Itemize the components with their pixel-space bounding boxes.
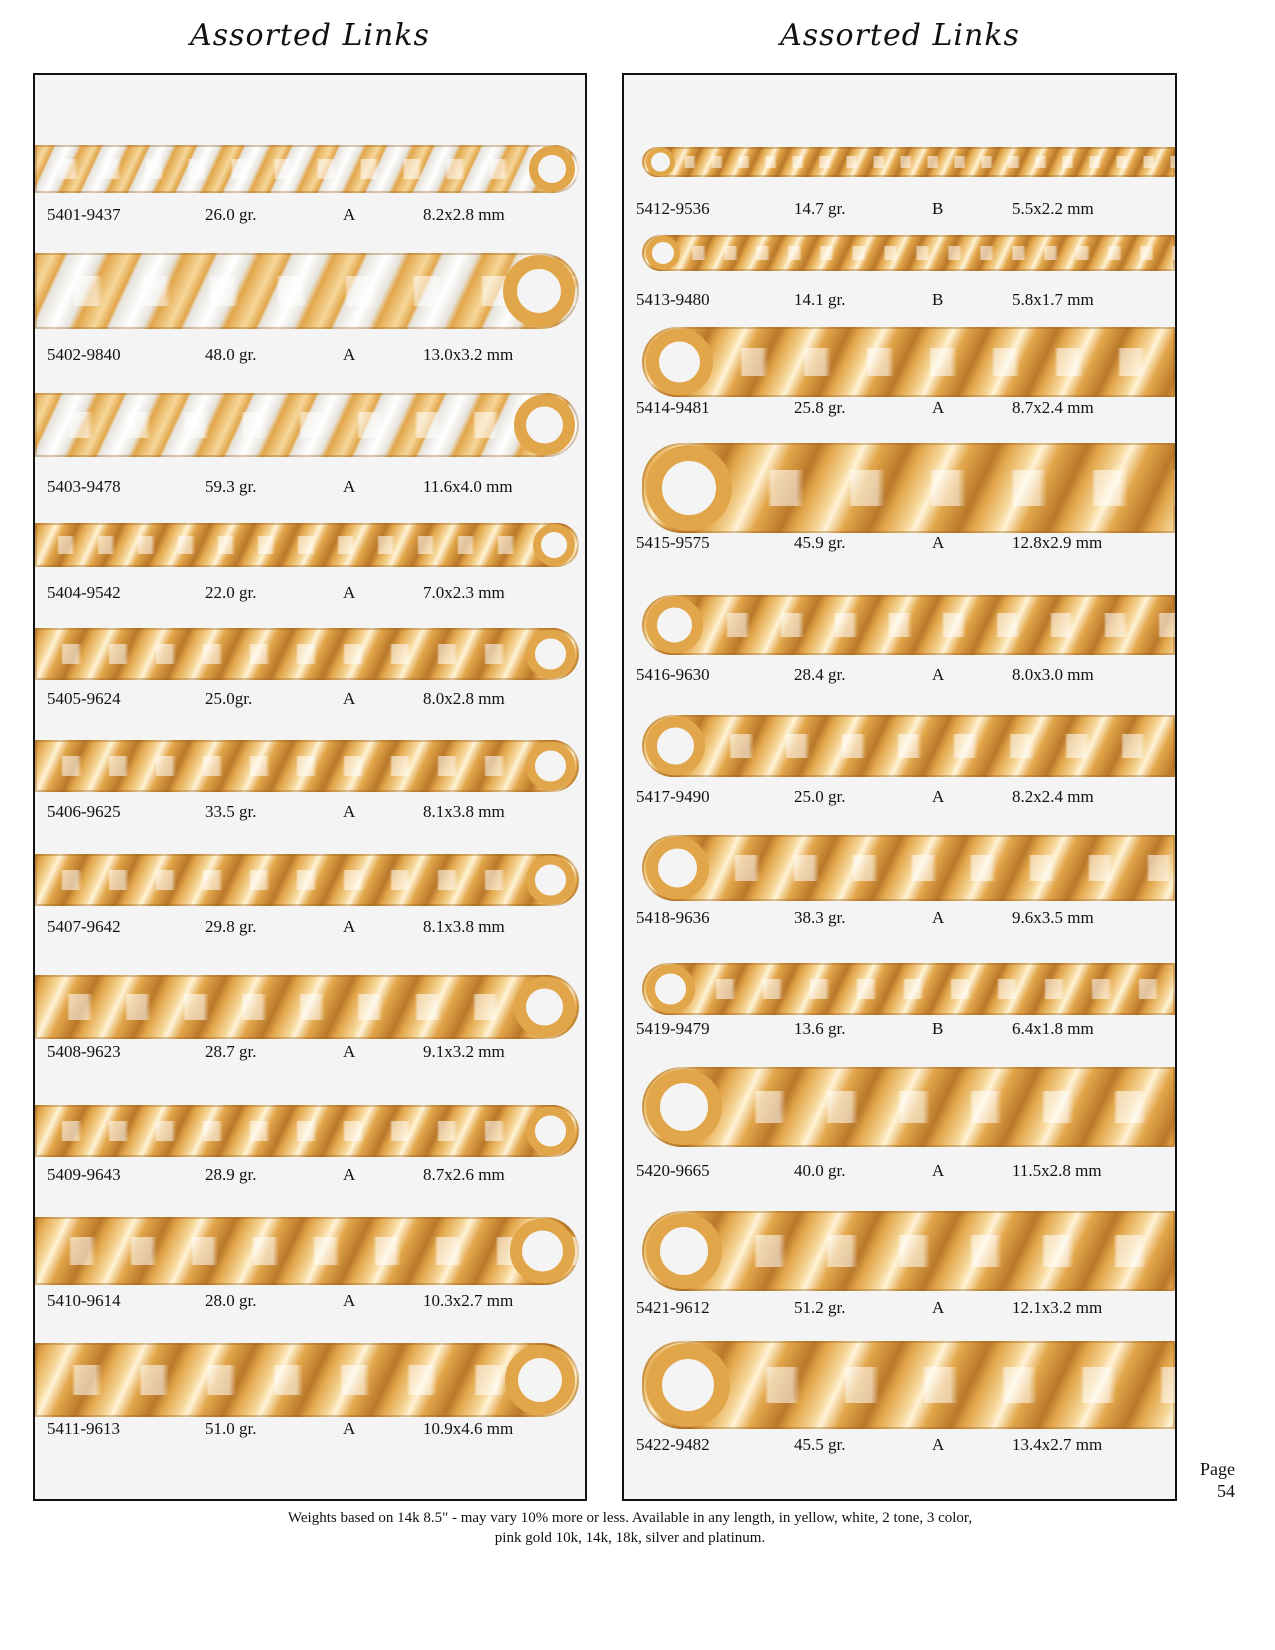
chain-links xyxy=(642,348,1175,376)
clasp-icon xyxy=(503,255,575,327)
product-weight: 59.3 gr. xyxy=(205,477,257,496)
product-grade: A xyxy=(932,787,945,806)
clasp-icon xyxy=(526,630,575,679)
product-weight: 14.1 gr. xyxy=(794,290,846,309)
page-number-block xyxy=(1200,1458,1235,1502)
product-grade: A xyxy=(343,205,356,224)
product-size: 5.8x1.7 mm xyxy=(1012,290,1094,309)
product-sku: 5420-9665 xyxy=(636,1161,710,1180)
product-grade: A xyxy=(343,917,356,936)
chain-links xyxy=(642,156,1175,168)
product-grade: A xyxy=(932,1435,945,1454)
clasp-icon xyxy=(646,148,675,177)
chain-links xyxy=(642,246,1175,260)
chain-image xyxy=(35,1105,579,1157)
product-size: 10.9x4.6 mm xyxy=(423,1419,514,1438)
clasp-icon xyxy=(646,837,709,900)
chain-links xyxy=(35,1365,579,1395)
product-weight: 48.0 gr. xyxy=(205,345,257,364)
product-grade: A xyxy=(932,908,945,927)
product-grade: A xyxy=(343,802,356,821)
product-sku: 5407-9642 xyxy=(47,917,121,936)
chain-image xyxy=(642,1341,1175,1429)
chain-links xyxy=(35,412,579,438)
product-grade: A xyxy=(932,398,945,417)
product-sku: 5415-9575 xyxy=(636,533,710,552)
product-grade: A xyxy=(343,477,356,496)
product-size: 11.6x4.0 mm xyxy=(423,477,513,496)
product-weight: 33.5 gr. xyxy=(205,802,257,821)
product-sku: 5417-9490 xyxy=(636,787,710,806)
chain-image xyxy=(642,1067,1175,1147)
product-size: 6.4x1.8 mm xyxy=(1012,1019,1094,1038)
product-size: 13.4x2.7 mm xyxy=(1012,1435,1103,1454)
product-grade: A xyxy=(343,1419,356,1438)
product-sku: 5402-9840 xyxy=(47,345,121,364)
clasp-icon xyxy=(526,1107,575,1156)
chain-links xyxy=(35,644,579,664)
product-size: 7.0x2.3 mm xyxy=(423,583,505,602)
product-size: 12.1x3.2 mm xyxy=(1012,1298,1103,1317)
product-grade: A xyxy=(343,1042,356,1061)
product-sku: 5421-9612 xyxy=(636,1298,710,1317)
chain-image xyxy=(35,253,579,329)
clasp-icon xyxy=(646,717,705,776)
product-sku: 5412-9536 xyxy=(636,199,710,218)
clasp-icon xyxy=(514,395,575,456)
chain-links xyxy=(35,159,579,179)
clasp-icon xyxy=(529,146,575,192)
clasp-icon xyxy=(514,977,575,1038)
clasp-icon xyxy=(526,742,575,791)
chain-image xyxy=(642,327,1175,397)
chain-image xyxy=(35,975,579,1039)
product-weight: 45.5 gr. xyxy=(794,1435,846,1454)
product-grade: A xyxy=(932,533,945,552)
product-sku: 5401-9437 xyxy=(47,205,121,224)
product-size: 10.3x2.7 mm xyxy=(423,1291,514,1310)
product-weight: 25.8 gr. xyxy=(794,398,846,417)
chain-image xyxy=(642,715,1175,777)
product-weight: 40.0 gr. xyxy=(794,1161,846,1180)
product-sku: 5405-9624 xyxy=(47,689,121,708)
product-weight: 51.0 gr. xyxy=(205,1419,257,1438)
product-grade: B xyxy=(932,1019,944,1038)
chain-links xyxy=(35,1237,579,1265)
product-weight: 26.0 gr. xyxy=(205,205,257,224)
product-sku: 5408-9623 xyxy=(47,1042,121,1061)
product-sku: 5416-9630 xyxy=(636,665,710,684)
product-sku: 5413-9480 xyxy=(636,290,710,309)
product-size: 9.1x3.2 mm xyxy=(423,1042,505,1061)
product-sku: 5419-9479 xyxy=(636,1019,710,1038)
chain-links xyxy=(35,756,579,776)
chain-image xyxy=(35,145,579,193)
chain-links xyxy=(35,536,579,554)
footer-line-2: pink gold 10k, 14k, 18k, silver and platinum. xyxy=(494,1530,766,1546)
product-sku: 5406-9625 xyxy=(47,802,121,821)
chain-links xyxy=(642,734,1175,758)
chain-links xyxy=(35,870,579,890)
clasp-icon xyxy=(646,1069,722,1145)
product-size: 8.7x2.4 mm xyxy=(1012,398,1094,417)
product-size: 11.5x2.8 mm xyxy=(1012,1161,1102,1180)
product-size: 8.1x3.8 mm xyxy=(423,802,505,821)
product-weight: 14.7 gr. xyxy=(794,199,846,218)
product-weight: 28.0 gr. xyxy=(205,1291,257,1310)
product-size: 8.0x2.8 mm xyxy=(423,689,505,708)
chain-image xyxy=(35,393,579,457)
chain-links xyxy=(642,855,1175,881)
chain-links xyxy=(35,276,579,306)
clasp-icon xyxy=(526,856,575,905)
clasp-icon xyxy=(646,236,680,270)
product-grade: A xyxy=(343,1291,356,1310)
chain-links xyxy=(35,1121,579,1141)
product-grade: A xyxy=(343,1165,356,1184)
chain-image xyxy=(35,854,579,906)
product-sku: 5411-9613 xyxy=(47,1419,121,1438)
right-product-panel xyxy=(622,73,1177,1501)
product-size: 8.0x3.0 mm xyxy=(1012,665,1094,684)
product-size: 8.2x2.8 mm xyxy=(423,205,505,224)
product-sku: 5414-9481 xyxy=(636,398,710,417)
clasp-icon xyxy=(646,1213,722,1289)
chain-image xyxy=(35,740,579,792)
page-number: 54 xyxy=(1217,1481,1235,1501)
clasp-icon xyxy=(646,597,703,654)
product-weight: 13.6 gr. xyxy=(794,1019,846,1038)
clasp-icon xyxy=(510,1219,575,1284)
clasp-icon xyxy=(646,1343,730,1427)
product-grade: A xyxy=(343,345,356,364)
product-grade: B xyxy=(932,199,944,218)
clasp-icon xyxy=(646,965,695,1014)
chain-image xyxy=(35,523,579,567)
clasp-icon xyxy=(533,524,575,566)
product-grade: A xyxy=(932,1298,945,1317)
left-column-title: Assorted Links xyxy=(190,18,430,53)
page-label: Page xyxy=(1200,1459,1235,1479)
product-size: 12.8x2.9 mm xyxy=(1012,533,1103,552)
product-size: 8.2x2.4 mm xyxy=(1012,787,1094,806)
clasp-icon xyxy=(505,1345,575,1415)
product-sku: 5418-9636 xyxy=(636,908,710,927)
product-weight: 28.7 gr. xyxy=(205,1042,257,1061)
chain-image xyxy=(35,1343,579,1417)
product-weight: 38.3 gr. xyxy=(794,908,846,927)
chain-image xyxy=(35,1217,579,1285)
product-grade: A xyxy=(343,583,356,602)
product-weight: 28.4 gr. xyxy=(794,665,846,684)
product-weight: 51.2 gr. xyxy=(794,1298,846,1317)
product-size: 5.5x2.2 mm xyxy=(1012,199,1094,218)
product-size: 8.1x3.8 mm xyxy=(423,917,505,936)
chain-links xyxy=(642,979,1175,999)
chain-image xyxy=(642,835,1175,901)
product-size: 9.6x3.5 mm xyxy=(1012,908,1094,927)
footer-note xyxy=(230,1508,1030,1548)
footer-line-1: Weights based on 14k 8.5" - may vary 10% more or less. Available in any length, in yellow, white, 2 tone, 3 color, xyxy=(287,1510,973,1526)
chain-image xyxy=(35,628,579,680)
product-sku: 5422-9482 xyxy=(636,1435,710,1454)
clasp-icon xyxy=(646,445,732,531)
product-sku: 5404-9542 xyxy=(47,583,121,602)
chain-links xyxy=(35,994,579,1020)
product-grade: A xyxy=(932,665,945,684)
product-sku: 5403-9478 xyxy=(47,477,121,496)
product-grade: A xyxy=(932,1161,945,1180)
product-sku: 5410-9614 xyxy=(47,1291,121,1310)
product-grade: A xyxy=(343,689,356,708)
chain-image xyxy=(642,235,1175,271)
product-weight: 25.0 gr. xyxy=(794,787,846,806)
product-size: 13.0x3.2 mm xyxy=(423,345,514,364)
chain-image xyxy=(642,147,1175,177)
chain-image xyxy=(642,1211,1175,1291)
product-sku: 5409-9643 xyxy=(47,1165,121,1184)
right-column-title: Assorted Links xyxy=(780,18,1020,53)
chain-image xyxy=(642,595,1175,655)
clasp-icon xyxy=(646,329,713,396)
product-weight: 25.0gr. xyxy=(205,689,253,708)
product-weight: 28.9 gr. xyxy=(205,1165,257,1184)
chain-links xyxy=(642,613,1175,637)
product-weight: 29.8 gr. xyxy=(205,917,257,936)
product-grade: B xyxy=(932,290,944,309)
chain-image xyxy=(642,963,1175,1015)
product-weight: 22.0 gr. xyxy=(205,583,257,602)
left-product-panel xyxy=(33,73,587,1501)
product-size: 8.7x2.6 mm xyxy=(423,1165,505,1184)
chain-image xyxy=(642,443,1175,533)
product-weight: 45.9 gr. xyxy=(794,533,846,552)
